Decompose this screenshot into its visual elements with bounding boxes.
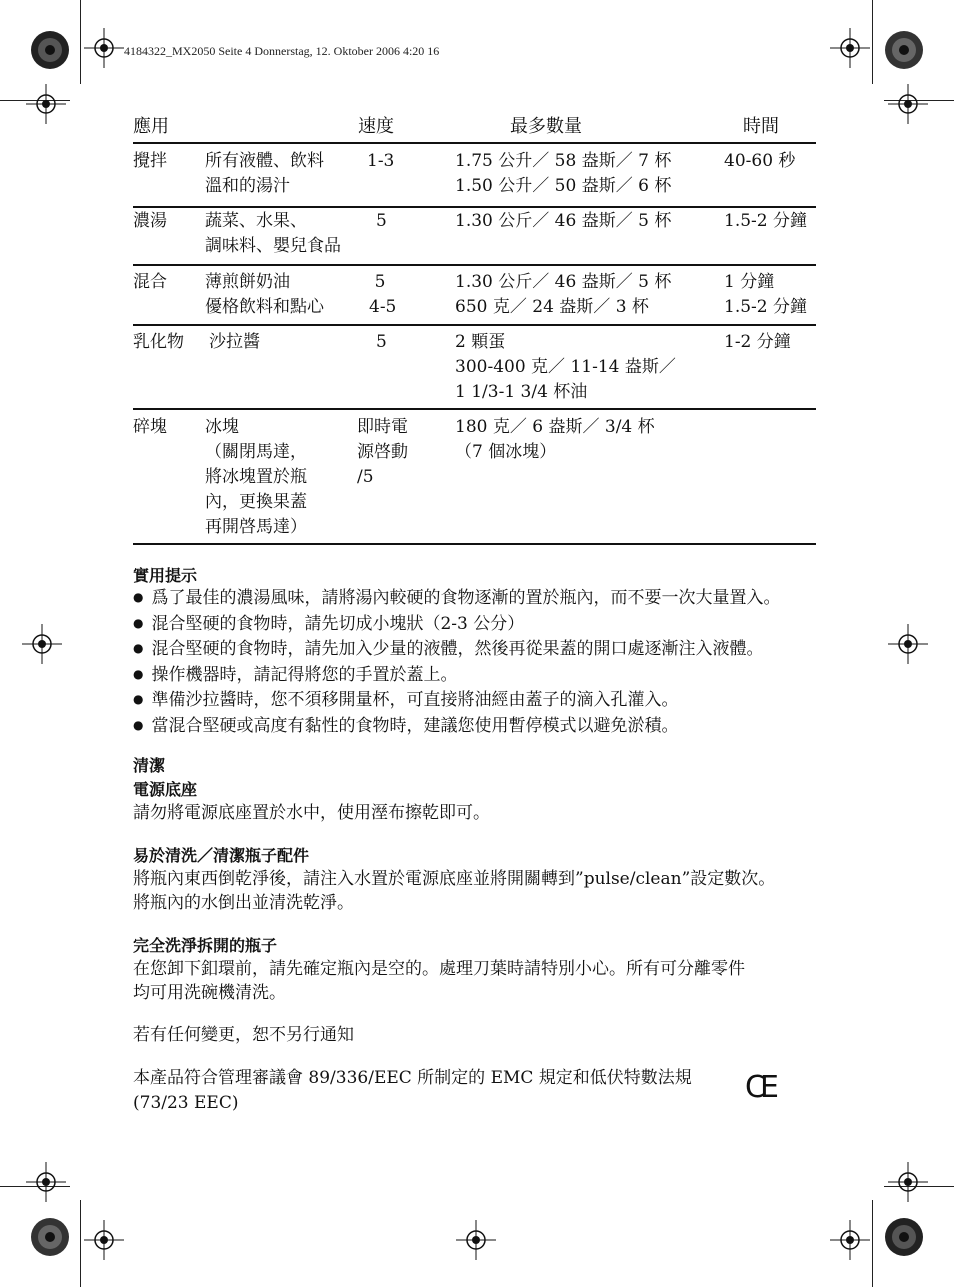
registration-mark-icon [830, 1220, 870, 1260]
compliance-text: (73/23 EEC) [133, 1093, 239, 1113]
row-time: 1 分鐘 1.5-2 分鐘 [724, 272, 807, 317]
row-speed: 即時電 源啓動 /5 [357, 417, 408, 487]
registration-mark-icon [84, 1220, 124, 1260]
list-item: ● 混合堅硬的食物時，請先加入少量的液體，然後再從果蓋的開口處逐漸注入液體。 [133, 637, 780, 663]
row-speed: 1-3 [367, 151, 395, 171]
color-target-icon [884, 1217, 924, 1257]
easy-clean-text: 將瓶內的水倒出並清洗乾淨。 [133, 893, 354, 913]
row-qty: 2 顆蛋 300-400 克／ 11-14 盎斯／ 1 1/3-1 3/4 杯油 [455, 332, 676, 402]
table-rule [133, 142, 816, 144]
registration-mark-icon [888, 84, 928, 124]
col-header-speed: 速度 [358, 116, 394, 137]
base-text: 請勿將電源底座置於水中，使用溼布擦乾即可。 [133, 803, 490, 823]
row-qty: 1.30 公斤／ 46 盎斯／ 5 杯 650 克／ 24 盎斯／ 3 杯 [455, 272, 672, 317]
easy-clean-text: 將瓶內東西倒乾淨後，請注入水置於電源底座並將開關轉到”pulse/clean”設定數次。 [133, 869, 776, 889]
row-time: 40-60 秒 [724, 151, 796, 171]
row-item: 薄煎餅奶油 優格飲料和點心 [205, 272, 324, 317]
registration-mark-icon [456, 1220, 496, 1260]
ce-mark-icon: CE [745, 1070, 773, 1105]
registration-mark-icon [888, 624, 928, 664]
compliance-text: 本產品符合管理審議會 89/336/EEC 所制定的 EMC 規定和低伏特數法規 [133, 1068, 692, 1088]
col-header-max-qty: 最多數量 [510, 116, 582, 137]
col-header-use: 應用 [133, 116, 169, 137]
cleaning-title: 清潔 [133, 756, 166, 775]
registration-mark-icon [888, 1162, 928, 1202]
table-rule [133, 543, 816, 545]
row-use: 碎塊 [133, 417, 167, 437]
print-slug: 4184322_MX2050 Seite 4 Donnerstag, 12. Oktober 2006 4:20 16 [124, 44, 440, 58]
tips-list [133, 586, 780, 739]
row-item: 冰塊 （關閉馬達， 將冰塊置於瓶 內，更換果蓋 再開啓馬達） [205, 417, 307, 537]
crop-mark [80, 0, 81, 84]
list-item: ● 混合堅硬的食物時，請先切成小塊狀（2-3 公分） [133, 612, 780, 638]
registration-mark-icon [26, 84, 66, 124]
row-speed: 5 4-5 [369, 272, 397, 317]
row-use: 攪拌 [133, 151, 167, 171]
row-use: 乳化物 [133, 332, 184, 352]
row-use: 混合 [133, 272, 167, 292]
notice-text: 若有任何變更，恕不另行通知 [133, 1025, 354, 1045]
full-clean-text: 均可用洗碗機清洗。 [133, 983, 286, 1003]
row-item: 所有液體、飲料 溫和的湯汁 [205, 151, 324, 196]
row-item: 沙拉醬 [209, 332, 260, 352]
registration-mark-icon [26, 1162, 66, 1202]
table-rule [133, 264, 816, 266]
color-target-icon [30, 30, 70, 70]
color-target-icon [884, 30, 924, 70]
list-item: ● 爲了最佳的濃湯風味，請將湯內較硬的食物逐漸的置於瓶內，而不要一次大量置入。 [133, 586, 780, 612]
crop-mark [80, 1200, 81, 1287]
row-qty: 1.30 公斤／ 46 盎斯／ 5 杯 [455, 211, 672, 231]
registration-mark-icon [22, 624, 62, 664]
col-header-time: 時間 [743, 116, 779, 137]
list-item: ● 當混合堅硬或高度有黏性的食物時，建議您使用暫停模式以避免淤積。 [133, 714, 780, 740]
row-use: 濃湯 [133, 211, 167, 231]
easy-clean-title: 易於清洗／清潔瓶子配件 [133, 846, 310, 865]
full-clean-title: 完全洗淨拆開的瓶子 [133, 936, 278, 955]
full-clean-text: 在您卸下釦環前，請先確定瓶內是空的。處理刀葉時請特別小心。所有可分離零件 [133, 959, 745, 979]
tips-title: 實用提示 [133, 566, 198, 585]
row-speed: 5 [376, 332, 387, 352]
crop-mark [872, 1200, 873, 1287]
list-item: ● 操作機器時，請記得將您的手置於蓋上。 [133, 663, 780, 689]
row-item: 蔬菜、水果、 調味料、嬰兒食品 [205, 211, 341, 256]
table-rule [133, 206, 816, 208]
registration-mark-icon [84, 28, 124, 68]
row-time: 1.5-2 分鐘 [724, 211, 807, 231]
table-rule [133, 324, 816, 326]
registration-mark-icon [830, 28, 870, 68]
base-title: 電源底座 [133, 780, 198, 799]
list-item: ● 準備沙拉醬時，您不須移開量杯，可直接將油經由蓋子的滴入孔灌入。 [133, 688, 780, 714]
row-qty: 1.75 公升／ 58 盎斯／ 7 杯 1.50 公升／ 50 盎斯／ 6 杯 [455, 151, 672, 196]
crop-mark [872, 0, 873, 84]
color-target-icon [30, 1217, 70, 1257]
row-time: 1-2 分鐘 [724, 332, 791, 352]
table-rule [133, 408, 816, 410]
row-qty: 180 克／ 6 盎斯／ 3/4 杯 （7 個冰塊） [455, 417, 655, 462]
row-speed: 5 [376, 211, 387, 231]
